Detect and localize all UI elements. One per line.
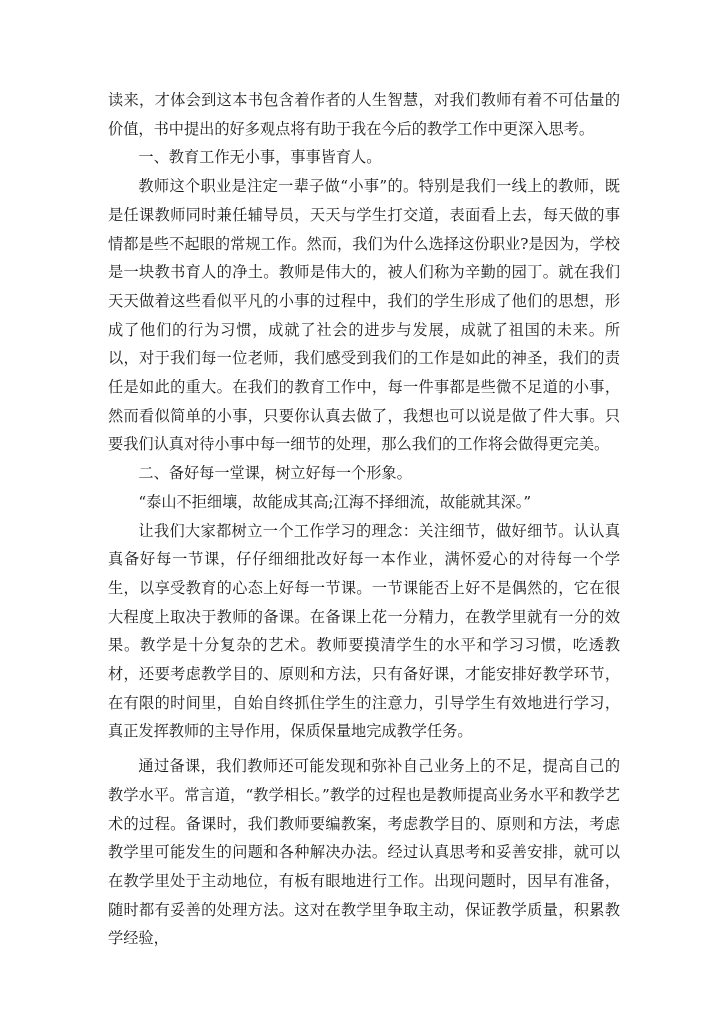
document-page [108,86,620,953]
paragraph-intro-continuation: 读来，才体会到这本书包含着作者的人生智慧，对我们教师有着不可估量的价值，书中提出的好多观点将有助于我在今后的教学工作中更深入思考。 [108,91,620,138]
quote-line: “泰山不拒细壤，故能成其高;江海不择细流，故能就其深。” [138,492,532,511]
paragraph-lesson-prep: 让我们大家都树立一个工作学习的理念：关注细节，做好细节。认认真真备好每一节课，仔仔细细批改好每一本作业，满怀爱心的对待每一个学生，以享受教育的心态上好每一节课。一节课能否上好不是偶然的，它在很大程度上取决于教师的备课。在备课上花一分精力，在教学里就有一分的效果。教学是十分复杂的艺术。教师要摸清学生的水平和学习习惯，吃透教材，还要考虑教学目的、原则和方法，只有备好课，才能安排好教学环节，在有限的时间里，自始自终抓住学生的注意力，引导学生有效地进行学习，真正发挥教师的主导作用，保质保量地完成教学任务。 [108,521,620,741]
paragraph-teaching-growth: 通过备课，我们教师还可能发现和弥补自己业务上的不足，提高自己的教学水平。常言道，“教学相长。”教学的过程也是教师提高业务水平和教学艺术的过程。备课时，我们教师要编教案，考虑教学目的、原则和方法，考虑教学里可能发生的问题和各种解决办法。经过认真思考和妥善安排，就可以在教学里处于主动地位，有板有眼地进行工作。出现问题时，因早有准备，随时都有妥善的处理方法。这对在教学里争取主动，保证教学质量，积累教学经验， [108,757,620,948]
section-heading-1: 一、教育工作无小事，事事皆育人。 [138,148,382,167]
section-heading-2: 二、备好每一堂课，树立好每一个形象。 [138,464,412,483]
paragraph-small-things: 教师这个职业是注定一辈子做“小事”的。特别是我们一线上的教师，既是任课教师同时兼任辅导员，天天与学生打交道，表面看上去，每天做的事情都是些不起眼的常规工作。然而，我们为什么选择这份职业?是因为，学校是一块教书育人的净土。教师是伟大的，被人们称为辛勤的园丁。就在我们天天做着这些看似平凡的小事的过程中，我们的学生形成了他们的思想，形成了他们的行为习惯，成就了社会的进步与发展，成就了祖国的未来。所以，对于我们每一位老师，我们感受到我们的工作是如此的神圣，我们的责任是如此的重大。在我们的教育工作中，每一件事都是些微不足道的小事，然而看似简单的小事，只要你认真去做了，我想也可以说是做了件大事。只要我们认真对待小事中每一细节的处理，那么我们的工作将会做得更完美。 [108,177,620,454]
